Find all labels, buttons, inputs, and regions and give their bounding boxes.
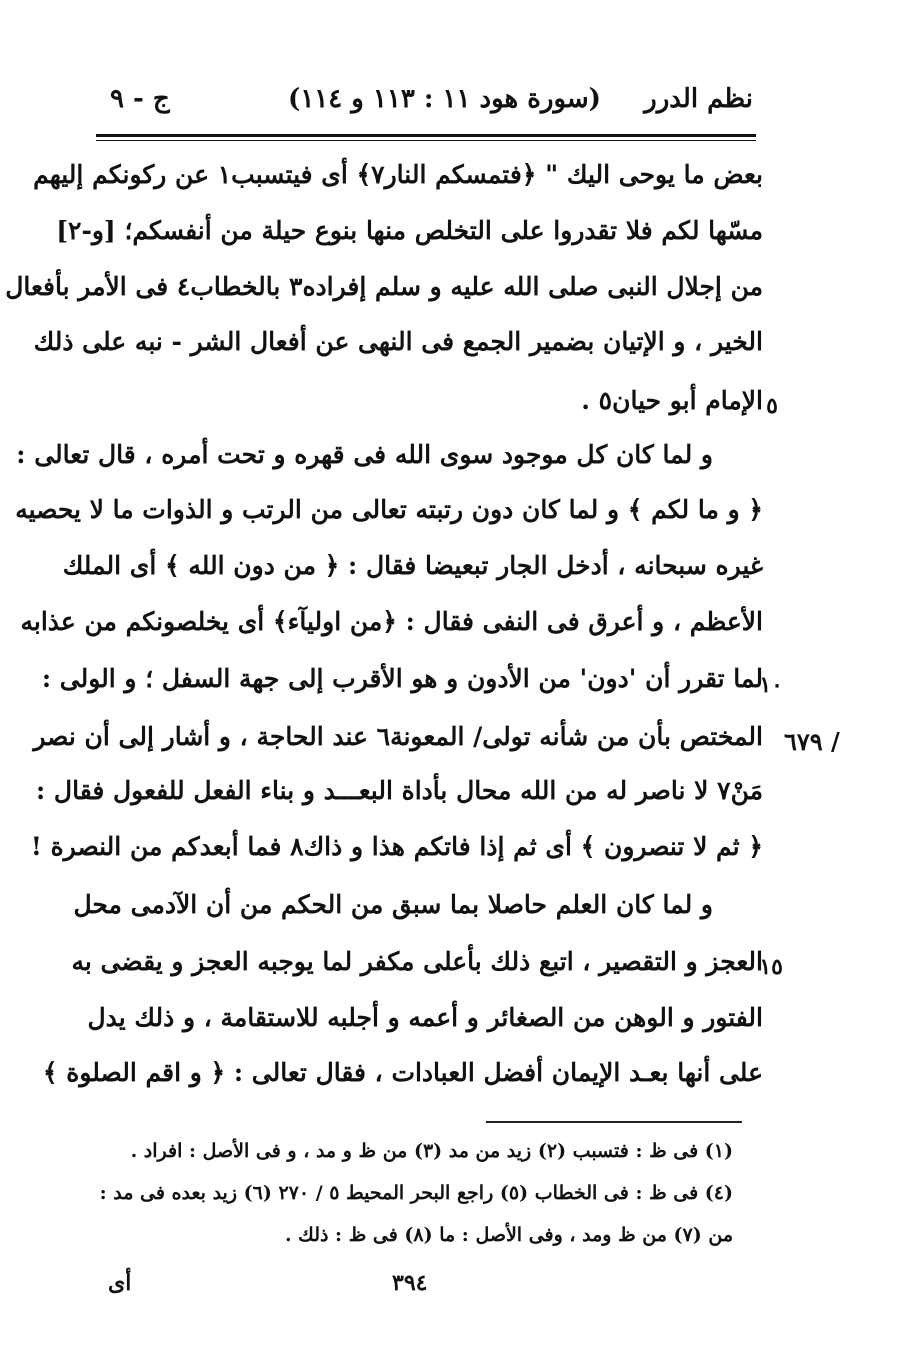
line-number: ١٥	[759, 954, 783, 980]
header-volume: ج - ٩	[110, 84, 170, 114]
footnote-line: (٤) فى ظ : فى الخطاب (٥) راجع البحر المحيط ٥ / ٢٧٠ (٦) زيد بعده فى مد :	[99, 1182, 733, 1204]
text-line: المختص بأن من شأنه تولى/ المعونة٦ عند الحاجة ، و أشار إلى أن نصر	[33, 722, 763, 751]
text-line: ﴿ و ما لكم ﴾ و لما كان دون رتبته تعالى من الرتب و الذوات ما لا يحصيه	[15, 495, 763, 524]
page-number: ٣٩٤	[392, 1270, 428, 1296]
text-line: و لما كان العلم حاصلا بما سبق من الحكم من أن الآدمى محل	[73, 890, 713, 919]
text-line: و لما كان كل موجود سوى الله فى قهره و تحت أمره ، قال تعالى :	[16, 440, 713, 469]
text-line: من إجلال النبى صلى الله عليه و سلم إفراده٣ بالخطاب٤ فى الأمر بأفعال	[5, 272, 763, 301]
header-rule-thin	[96, 140, 756, 141]
text-line: الخير ، و الإتيان بضمير الجمع فى النهى عن أفعال الشر - نبه على ذلك	[33, 327, 763, 356]
text-line: لما تقرر أن 'دون' من الأدون و هو الأقرب إلى جهة السفل ؛ و الولى :	[41, 664, 763, 693]
text-line: ﴿ ثم لا تنصرون ﴾ أى ثم إذا فاتكم هذا و ذاك٨ فما أبعدكم من النصرة !	[30, 832, 763, 861]
text-line: على أنها بعـد الإيمان أفضل العبادات ، فقال تعالى : ﴿ و اقم الصلوة ﴾	[42, 1058, 763, 1087]
margin-page-reference: ٦٧٩ /	[784, 727, 840, 756]
footnote-line: من (٧) من ظ ومد ، وفى الأصل : ما (٨) فى ظ : ذلك .	[284, 1224, 733, 1246]
text-line: العجز و التقصير ، اتبع ذلك بأعلى مكفر لما يوجبه العجز و يقضى به	[71, 947, 763, 976]
text-line: غيره سبحانه ، أدخل الجار تبعيضا فقال : ﴿ من دون الله ﴾ أى الملك	[62, 551, 763, 580]
text-line: مسّها لكم فلا تقدروا على التخلص منها بنوع حيلة من أنفسكم؛ [و-٢]	[56, 216, 763, 245]
text-line: الفتور و الوهن من الصغائر و أعمه و أجلبه للاستقامة ، و ذلك يدل	[87, 1003, 763, 1032]
header-surah: (سورة هود ١١ : ١١٣ و ١١٤)	[288, 84, 601, 114]
footnote-line: (١) فى ظ : فتسبب (٢) زيد من مد (٣) من ظ و مد ، و فى الأصل : افراد .	[130, 1140, 733, 1162]
text-line: الأعظم ، و أعرق فى النفى فقال : ﴿من اوليآء﴾ أى يخلصونكم من عذابه	[20, 607, 763, 636]
line-number: ١٠	[759, 672, 783, 698]
footnote-rule	[486, 1121, 742, 1123]
text-line: بعض ما يوحى اليك " ﴿فتمسكم النار٧﴾ أى فيتسبب١ عن ركونكم إليهم	[33, 160, 763, 189]
line-number: ٥	[766, 393, 778, 419]
header-rule	[96, 134, 756, 137]
text-line: مَنْ٧ لا ناصر له من الله محال بأداة البعـــد و بناء الفعل للفعول فقال :	[35, 776, 763, 805]
catchword: أى	[108, 1270, 132, 1296]
header-book-title: نظم الدرر	[644, 84, 753, 114]
text-line: الإمام أبو حيان٥ .	[581, 386, 763, 415]
